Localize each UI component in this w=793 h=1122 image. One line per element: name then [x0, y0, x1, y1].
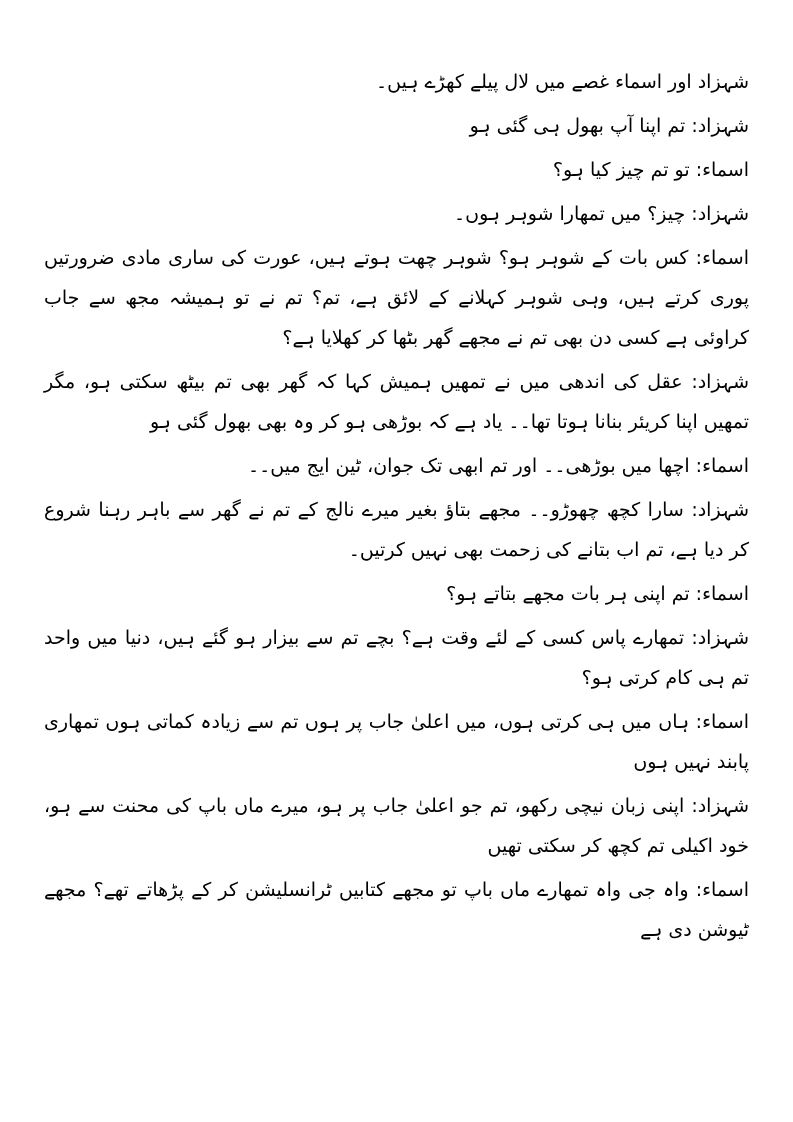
- dialogue-line: اسماء: اچھا میں بوڑھی۔۔ اور تم ابھی تک جوان، ٹین ایج میں۔۔: [248, 455, 749, 477]
- dialogue-line: اسماء: کس بات کے شوہر ہو؟ شوہر چھت ہوتے ہیں، عورت کی ساری مادی ضرورتیں پوری کرتے ہیں، وہی شوہر کہلانے کے لائق ہے، تم؟ تم نے تو ہمیشہ مجھ سے جاب کراوئی ہے کسی دن بھی تم نے مجھے گھر بٹھا کر کھلایا ہے؟: [44, 247, 749, 349]
- dialogue-line: شہزاد: عقل کی اندھی میں نے تمھیں ہمیش کہا کہ گھر بھی تم بیٹھ سکتی ہو، مگر تمھیں اپنا کریئر بنانا ہوتا تھا۔۔ یاد ہے کہ بوڑھی ہو کر وہ بھی بھول گئی ہو: [44, 371, 749, 433]
- dialogue-line: اسماء: تو تم چیز کیا ہو؟: [552, 159, 749, 181]
- dialogue-line: شہزاد: اپنی زبان نیچی رکھو، تم جو اعلیٰ جاب پر ہو، میرے ماں باپ کی محنت سے ہو، خود اکیلی تم کچھ کر سکتی تھیں: [44, 795, 749, 857]
- dialogue-line: شہزاد: سارا کچھ چھوڑو۔۔ مجھے بتاؤ بغیر میرے نالج کے تم نے گھر سے باہر رہنا شروع کر دیا ہے، تم اب بتانے کی زحمت بھی نہیں کرتیں۔: [44, 499, 749, 561]
- dialogue-line: شہزاد: چیز؟ میں تمھارا شوہر ہوں۔: [454, 203, 749, 225]
- dialogue-line: شہزاد: تم اپنا آپ بھول ہی گئی ہو: [469, 115, 749, 137]
- dialogue-line: اسماء: تم اپنی ہر بات مجھے بتاتے ہو؟: [446, 583, 749, 605]
- dialogue-line: اسماء: ہاں میں ہی کرتی ہوں، میں اعلیٰ جاب پر ہوں تم سے زیادہ کماتی ہوں تمھاری پابند نہیں ہوں: [44, 711, 749, 773]
- stage-direction: شہزاد اور اسماء غصے میں لال پیلے کھڑے ہیں۔: [375, 71, 749, 93]
- dialogue-line: اسماء: واہ جی واہ تمھارے ماں باپ تو مجھے کتابیں ٹرانسلیشن کر کے پڑھاتے تھے؟ مجھے ٹیوشن دی ہے: [44, 879, 749, 941]
- dialogue-line: شہزاد: تمھارے پاس کسی کے لئے وقت ہے؟ بچے تم سے بیزار ہو گئے ہیں، دنیا میں واحد تم ہی کام کرتی ہو؟: [44, 627, 749, 689]
- dialogue-text: [44, 62, 749, 954]
